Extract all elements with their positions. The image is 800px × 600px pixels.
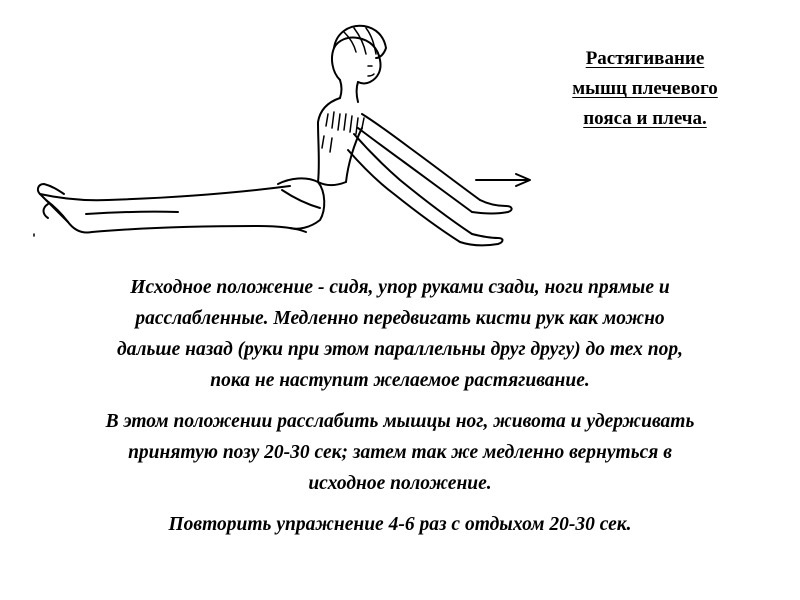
feet-outline [38,184,64,194]
neck-outline [340,80,342,98]
instruction-line: принятую позу 20-30 сек; затем так же медленно вернуться в [128,442,672,463]
title-line: пояса и плеча. [583,108,707,129]
arm-back-outline [362,114,480,200]
instruction-line: пока не наступит желаемое растягивание. [210,370,590,391]
instruction-paragraph-start-position [0,272,800,396]
instruction-line: исходное положение. [308,473,492,494]
title-line: Растягивание [585,48,705,69]
title-line: мышц плечевого [572,78,718,99]
hand-back-outline [472,200,512,214]
legs-outline [40,186,290,200]
instruction-line: расслабленные. Медленно передвигать кисти рук как можно [135,308,665,329]
exercise-illustration [28,14,543,254]
instruction-line: Повторить упражнение 4-6 раз с отдыхом 20-30 сек. [168,514,632,535]
exercise-title [532,44,758,134]
instruction-paragraph-hold [0,406,800,499]
instruction-paragraph-repeat [0,509,800,540]
exercise-instructions [0,272,800,550]
hand-front-outline [460,234,503,245]
instruction-line: Исходное положение - сидя, упор руками сзади, ноги прямые и [130,277,670,298]
instruction-line: В этом положении расслабить мышцы ног, живота и удерживать [105,411,695,432]
torso-outline [318,98,340,182]
instruction-line: дальше назад (руки при этом параллельны друг другу) до тех пор, [117,339,683,360]
seated-figure-drawing [28,14,543,254]
